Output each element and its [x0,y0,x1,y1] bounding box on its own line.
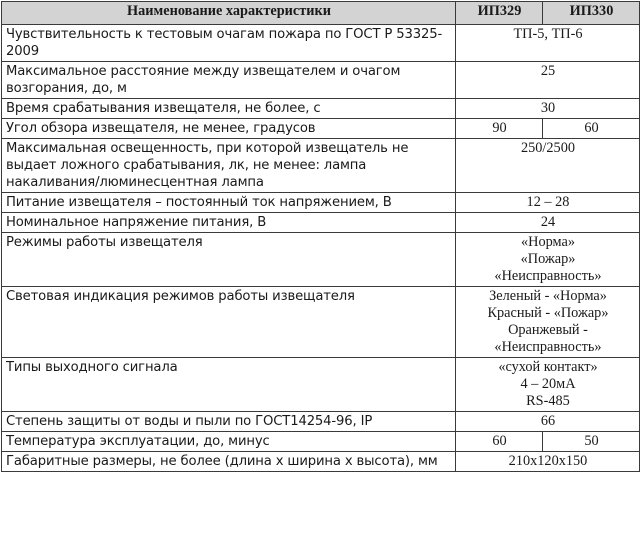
row-value: 30 [456,99,640,119]
row-name: Максимальное расстояние между извещателем и очагом возгорания, до, м [2,62,456,99]
value-line: Зеленый - «Норма» [489,288,607,304]
header-name: Наименование характеристики [2,2,456,25]
value-line: «Пожар» [520,251,576,267]
value-line: Красный - «Пожар» [487,305,609,321]
table-row [2,358,640,412]
value-line: «Неисправность» [494,268,602,284]
row-name: Питание извещателя – постоянный ток напряжением, В [2,193,456,213]
row-value [456,233,640,287]
row-value-ip329: 90 [456,119,543,139]
row-name: Световая индикация режимов работы извещателя [2,287,456,358]
table-header-row [2,2,640,25]
value-line: «Неисправность» [494,339,602,355]
row-name: Чувствительность к тестовым очагам пожара по ГОСТ Р 53325-2009 [2,25,456,62]
row-value-ip329: 60 [456,432,543,452]
row-name: Режимы работы извещателя [2,233,456,287]
table-row [2,432,640,452]
table-row [2,287,640,358]
row-name: Угол обзора извещателя, не менее, градусов [2,119,456,139]
table-row [2,233,640,287]
table-row [2,62,640,99]
row-name: Температура эксплуатации, до, минус [2,432,456,452]
row-name: Типы выходного сигнала [2,358,456,412]
row-value-ip330: 50 [543,432,640,452]
row-name: Габаритные размеры, не более (длина х ширина х высота), мм [2,452,456,472]
row-value: 25 [456,62,640,99]
value-line: RS-485 [526,393,570,409]
row-value: 250/2500 [456,139,640,193]
row-value [456,358,640,412]
table-row [2,452,640,472]
row-value: 24 [456,213,640,233]
header-ip329: ИП329 [456,2,543,25]
table-row [2,139,640,193]
row-value [456,287,640,358]
value-line: «Норма» [521,234,575,250]
row-name: Максимальная освещенность, при которой извещатель не выдает ложного срабатывания, лк, не менее: лампа накаливания/люминесцентная лампа [2,139,456,193]
row-value: 66 [456,412,640,432]
table-row [2,412,640,432]
value-line: 4 – 20мА [520,376,576,392]
row-name: Степень защиты от воды и пыли по ГОСТ14254-96, IP [2,412,456,432]
table-row [2,25,640,62]
table-row [2,119,640,139]
table-row [2,213,640,233]
row-value-ip330: 60 [543,119,640,139]
value-line: «сухой контакт» [498,359,598,375]
row-name: Время срабатывания извещателя, не более, с [2,99,456,119]
row-value: ТП-5, ТП-6 [456,25,640,62]
header-ip330: ИП330 [543,2,640,25]
row-name: Номинальное напряжение питания, В [2,213,456,233]
value-line: Оранжевый - [508,322,588,338]
characteristics-table [1,1,640,472]
table-row [2,99,640,119]
table-row [2,193,640,213]
row-value: 12 – 28 [456,193,640,213]
row-value: 210x120x150 [456,452,640,472]
